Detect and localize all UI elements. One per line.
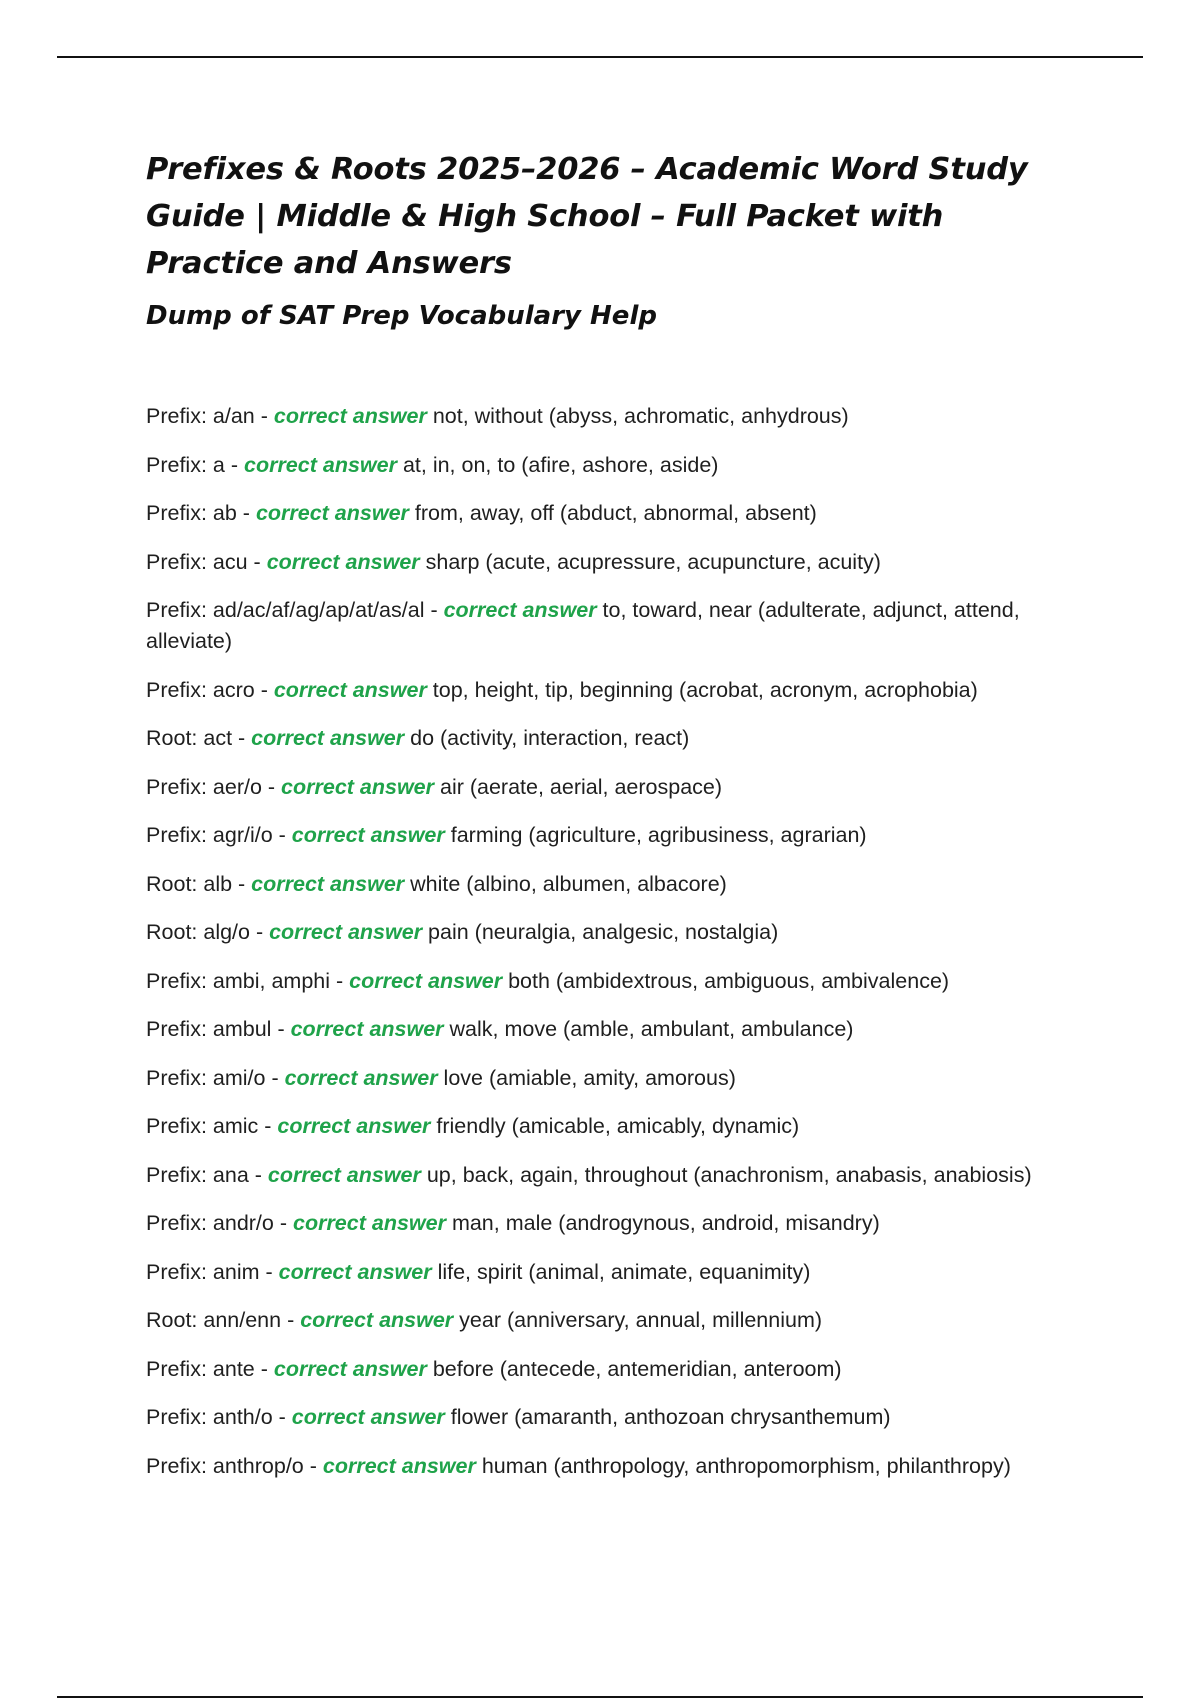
correct-answer-label: correct answer [300,1308,454,1332]
entry-definition: human (anthropology, anthropomorphism, philanthropy) [481,1453,1011,1478]
list-item: Root: alg/o - correct answer pain (neuralgia, analgesic, nostalgia) [146,920,779,944]
correct-answer-label: correct answer [255,501,409,525]
correct-answer-label: correct answer [277,1114,431,1138]
list-item: Prefix: andr/o - correct answer man, male (androgynous, android, misandry) [146,1211,880,1235]
entry-definition: white (albino, albumen, albacore) [410,871,727,896]
entry-term: Prefix: agr/i/o [146,823,273,847]
entry-term: Prefix: ana [146,1162,249,1187]
entry-definition: sharp (acute, acupressure, acupuncture, acuity) [425,549,881,574]
document-title: Prefixes & Roots 2025–2026 – Academic Word Study Guide | Middle & High School – Full Packet with Practice and Answers [146,152,1028,281]
vocabulary-list [146,401,1086,1482]
entry-term: Prefix: a/an [146,404,255,428]
entry-definition: pain (neuralgia, analgesic, nostalgia) [428,920,779,944]
entry-definition: year (anniversary, annual, millennium) [459,1308,823,1332]
entry-term: Prefix: aer/o [146,774,262,799]
correct-answer-label: correct answer [349,968,503,993]
correct-answer-label: correct answer [278,1259,432,1284]
correct-answer-label: correct answer [291,1405,445,1429]
entry-definition: at, in, on, to (afire, ashore, aside) [402,452,719,477]
list-item: Prefix: ab - correct answer from, away, off (abduct, abnormal, absent) [146,501,817,525]
bottom-rule [57,1696,1143,1698]
entry-term: Root: act [146,726,233,750]
entry-term: Prefix: ambul [146,1017,272,1041]
correct-answer-label: correct answer [243,452,397,477]
entry-definition: flower (amaranth, anthozoan chrysanthemum) [450,1405,891,1429]
entry-definition: do (activity, interaction, react) [410,726,690,750]
entry-term: Prefix: ambi, amphi [146,968,331,993]
list-item: Prefix: acro - correct answer top, height, tip, beginning (acrobat, acronym, acrophobia) [146,677,978,702]
correct-answer-label: correct answer [251,871,405,896]
correct-answer-label: correct answer [322,1453,476,1478]
list-item: Prefix: anth/o - correct answer flower (amaranth, anthozoan chrysanthemum) [146,1405,891,1429]
entry-definition: from, away, off (abduct, abnormal, absent) [414,501,817,525]
entry-term: Root: alb [146,871,233,896]
correct-answer-label: correct answer [281,774,434,799]
list-item: Prefix: anim - correct answer life, spirit (animal, animate, equanimity) [146,1259,811,1284]
entry-definition: farming (agriculture, agribusiness, agrarian) [450,823,867,847]
document-subtitle: Dump of SAT Prep Vocabulary Help [146,301,657,331]
entry-definition: love (amiable, amity, amorous) [443,1065,736,1090]
correct-answer-label: correct answer [273,1356,427,1381]
entry-definition: both (ambidextrous, ambiguous, ambivalence) [508,968,950,993]
list-item: Prefix: agr/i/o - correct answer farming (agriculture, agribusiness, agrarian) [146,823,867,847]
entry-term: Prefix: ad/ac/af/ag/ap/at/as/al [146,598,425,622]
entry-term: Prefix: amic [146,1114,259,1138]
entry-term: Prefix: ami/o [146,1065,266,1090]
entry-term: Root: alg/o [146,920,250,944]
entry-definition: top, height, tip, beginning (acrobat, acronym, acrophobia) [432,677,978,702]
correct-answer-label: correct answer [273,677,427,702]
list-item: Prefix: aer/o - correct answer air (aerate, aerial, aerospace) [146,774,723,799]
entry-term: Prefix: ab [146,501,237,525]
list-item: Prefix: ante - correct answer before (antecede, antemeridian, anteroom) [146,1356,842,1381]
entry-definition: man, male (androgynous, android, misandry) [451,1211,880,1235]
correct-answer-label: correct answer [273,404,427,428]
correct-answer-label: correct answer [269,920,423,944]
list-item: Prefix: ami/o - correct answer love (amiable, amity, amorous) [146,1065,736,1090]
list-item: Prefix: ana - correct answer up, back, again, throughout (anachronism, anabasis, anabiosis) [146,1162,1032,1187]
list-item: Prefix: ambi, amphi - correct answer both (ambidextrous, ambiguous, ambivalence) [146,968,950,993]
entry-definition: before (antecede, antemeridian, anteroom) [432,1356,842,1381]
entry-term: Prefix: a [146,452,225,477]
correct-answer-label: correct answer [284,1065,438,1090]
correct-answer-label: correct answer [267,1162,421,1187]
entry-definition: life, spirit (animal, animate, equanimity) [437,1259,811,1284]
correct-answer-label: correct answer [291,823,445,847]
list-item: Prefix: anthrop/o - correct answer human (anthropology, anthropomorphism, philanthropy) [146,1453,1011,1478]
entry-definition: air (aerate, aerial, aerospace) [439,774,723,799]
list-item: Prefix: ad/ac/af/ag/ap/at/as/al - correct answer to, toward, near (adulterate, adjunct, attend, alleviate) [146,598,1020,653]
list-item: Root: ann/enn - correct answer year (anniversary, annual, millennium) [146,1308,823,1332]
list-item: Root: act - correct answer do (activity, interaction, react) [146,726,690,750]
entry-term: Prefix: anth/o [146,1405,273,1429]
list-item: Prefix: a - correct answer at, in, on, to (afire, ashore, aside) [146,452,719,477]
correct-answer-label: correct answer [443,598,597,622]
entry-definition: not, without (abyss, achromatic, anhydrous) [432,404,849,428]
correct-answer-label: correct answer [251,726,405,750]
list-item: Root: alb - correct answer white (albino, albumen, albacore) [146,871,727,896]
entry-term: Prefix: ante [146,1356,255,1381]
list-item: Prefix: acu - correct answer sharp (acute, acupressure, acupuncture, acuity) [146,549,881,574]
list-item: Prefix: a/an - correct answer not, without (abyss, achromatic, anhydrous) [146,404,849,428]
entry-term: Prefix: anthrop/o [146,1453,304,1478]
correct-answer-label: correct answer [292,1211,446,1235]
entry-definition: up, back, again, throughout (anachronism, anabasis, anabiosis) [426,1162,1032,1187]
document-body [146,146,1086,1499]
list-item: Prefix: ambul - correct answer walk, move (amble, ambulant, ambulance) [146,1017,854,1041]
entry-term: Prefix: acu [146,549,248,574]
correct-answer-label: correct answer [266,549,420,574]
entry-definition: walk, move (amble, ambulant, ambulance) [449,1017,854,1041]
entry-term: Prefix: andr/o [146,1211,274,1235]
entry-definition: to, toward, near (adulterate, adjunct, attend, alleviate) [146,598,1020,653]
entry-definition: friendly (amicable, amicably, dynamic) [436,1114,800,1138]
list-item: Prefix: amic - correct answer friendly (amicable, amicably, dynamic) [146,1114,800,1138]
correct-answer-label: correct answer [290,1017,444,1041]
entry-term: Prefix: acro [146,677,255,702]
top-rule [57,56,1143,58]
entry-term: Root: ann/enn [146,1308,282,1332]
entry-term: Prefix: anim [146,1259,260,1284]
